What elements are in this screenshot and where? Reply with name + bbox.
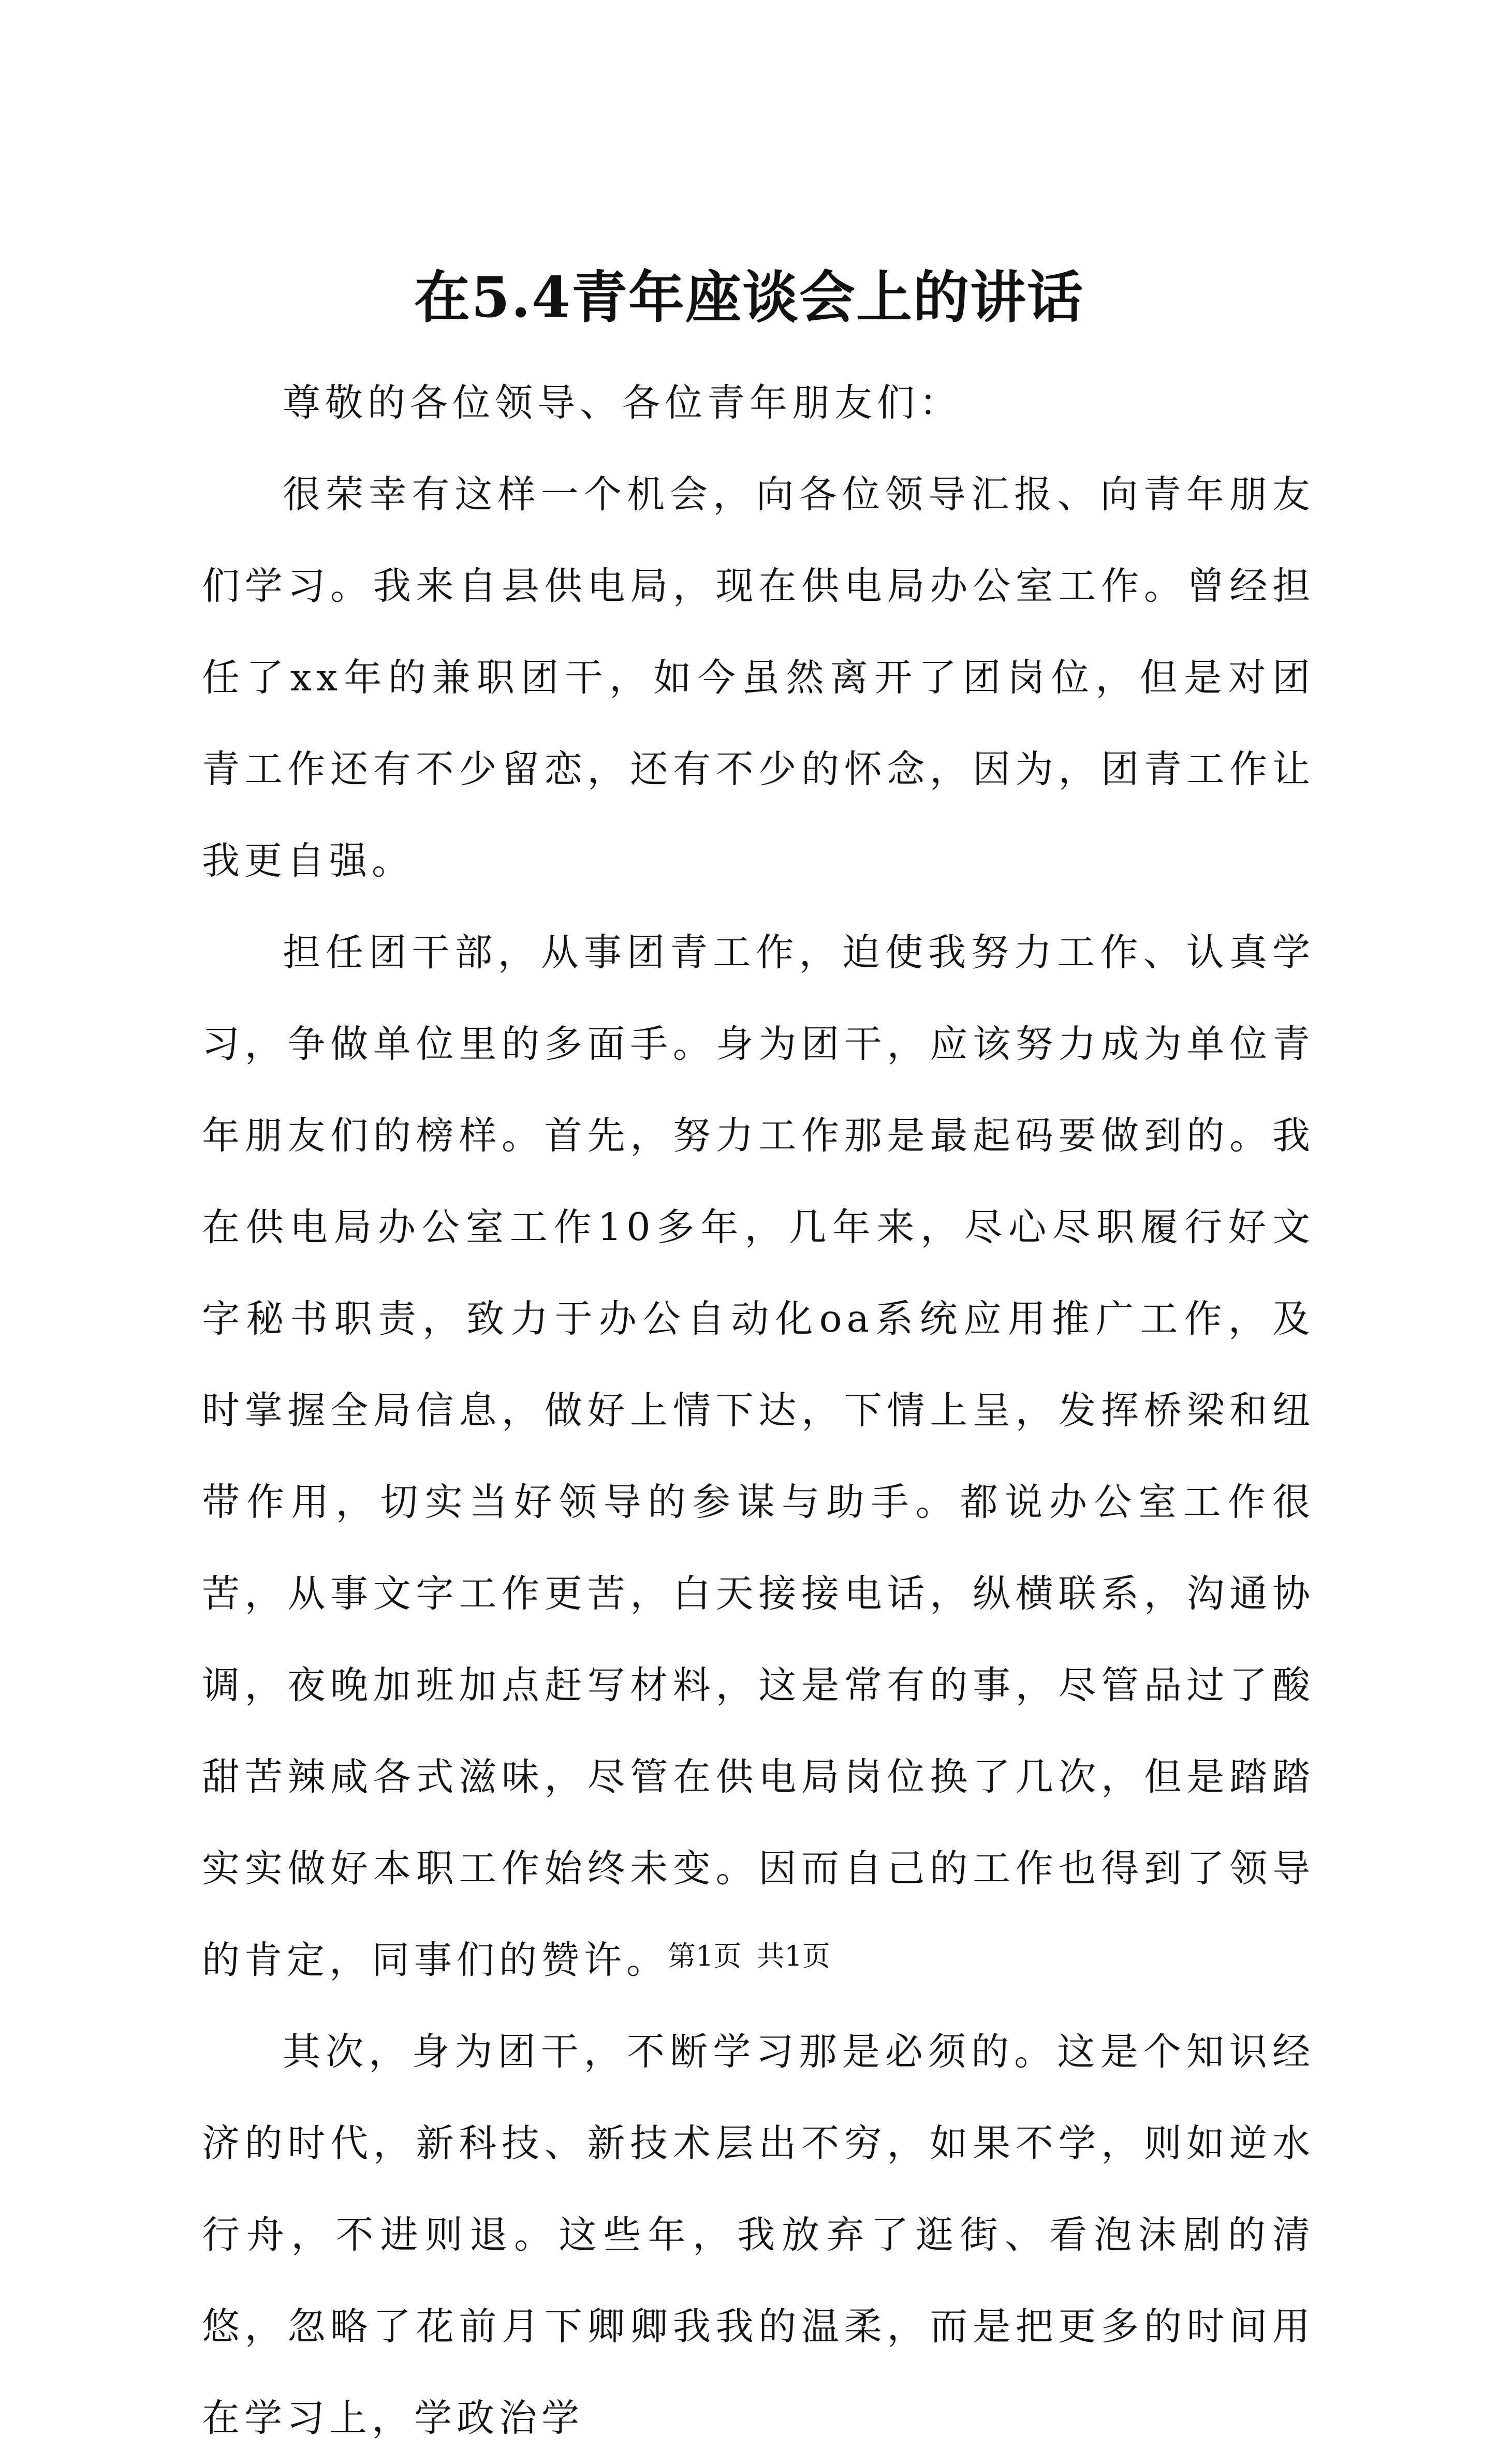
paragraph: 担任团干部，从事团青工作，迫使我努力工作、认真学习，争做单位里的多面手。身为团干，应该努力成为单位青年朋友们的榜样。首先，努力工作那是最起码要做到的。我在供电局办公室工作10多年，几年来，尽心尽职履行好文字秘书职责，致力于办公自动化oa系统应用推广工作，及时掌握全局信息，做好上情下达，下情上呈，发挥桥梁和纽带作用，切实当好领导的参谋与助手。都说办公室工作很苦，从事文字工作更苦，白天接接电话，纵横联系，沟通协调，夜晚加班加点赶写材料，这是常有的事，尽管品过了酸甜苦辣咸各式滋味，尽管在供电局岗位换了几次，但是踏踏实实做好本职工作始终未变。因而自己的工作也得到了领导的肯定，同事们的赞许。 (202, 931, 1315, 1982)
paragraph: 很荣幸有这样一个机会，向各位领导汇报、向青年朋友们学习。我来自县供电局，现在供电局办公室工作。曾经担任了xx年的兼职团干，如今虽然离开了团岗位，但是对团青工作还有不少留恋，还有不少的怀念，因为，团青工作让我更自强。 (202, 473, 1315, 883)
page-total: 共1页 (756, 1940, 830, 1972)
document-body (202, 357, 1315, 2464)
page-title: 在5.4青年座谈会上的讲话 (414, 265, 1084, 330)
paragraph-salutation: 尊敬的各位领导、各位青年朋友们： (283, 381, 962, 425)
page-footer (0, 1936, 1498, 1977)
paragraph: 其次，身为团干，不断学习那是必须的。这是个知识经济的时代，新科技、新技术层出不穷，如果不学，则如逆水行舟，不进则退。这些年，我放弃了逛街、看泡沫剧的清悠，忽略了花前月下卿卿我我的温柔，而是把更多的时间用在学习上，学政治学 (202, 2030, 1315, 2440)
page-number: 第1页 (668, 1940, 742, 1972)
